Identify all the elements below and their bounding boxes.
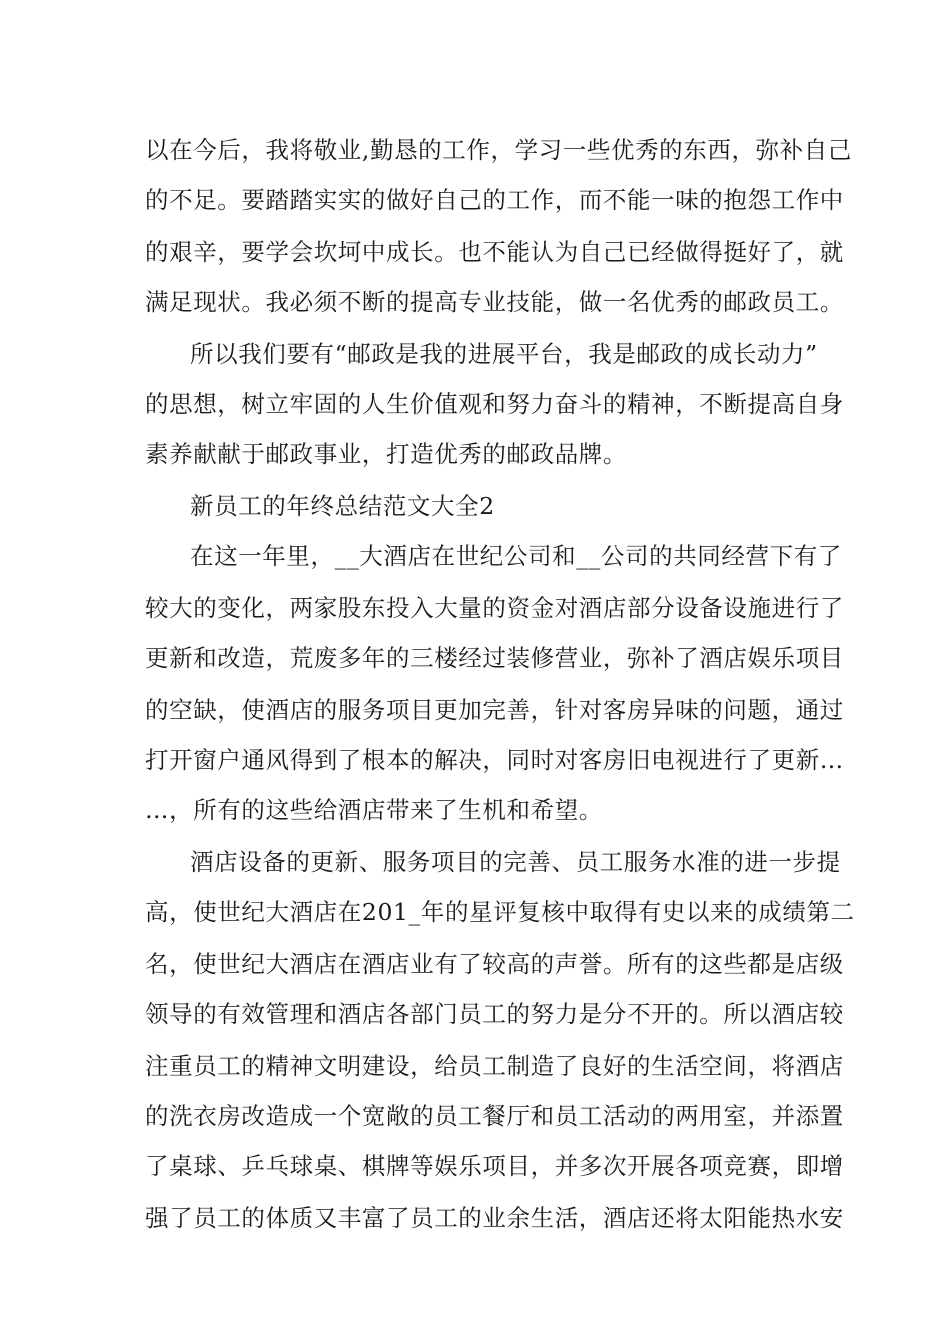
text-line: 以在今后，我将敬业,勤恳的工作，学习一些优秀的东西，弥补自己 [145, 136, 852, 164]
text-line: 较大的变化，两家股东投入大量的资金对酒店部分设备设施进行了 [145, 594, 844, 622]
text-line: 更新和改造，荒废多年的三楼经过装修营业，弥补了酒店娱乐项目 [145, 644, 844, 672]
text-line: 的空缺，使酒店的服务项目更加完善，针对客房异味的问题，通过 [145, 696, 844, 724]
paragraph-first-line: 在这一年里，__大酒店在世纪公司和__公司的共同经营下有了 [190, 542, 842, 570]
text-line: 强了员工的体质又丰富了员工的业余生活，酒店还将太阳能热水安 [145, 1204, 844, 1232]
text-line: 素养献献于邮政事业，打造优秀的邮政品牌。 [145, 440, 627, 468]
paragraph-first-line: 酒店设备的更新、服务项目的完善、员工服务水准的进一步提 [190, 848, 841, 876]
text-line: 的思想，树立牢固的人生价值观和努力奋斗的精神，不断提高自身 [145, 390, 844, 418]
paragraph-first-line: 所以我们要有“邮政是我的进展平台，我是邮政的成长动力” [190, 340, 818, 368]
text-line: 了桌球、乒乓球桌、棋牌等娱乐项目，并多次开展各项竞赛，即增 [145, 1152, 844, 1180]
text-line: 的不足。要踏踏实实的做好自己的工作，而不能一味的抱怨工作中 [145, 186, 844, 214]
text-line: 领导的有效管理和酒店各部门员工的努力是分不开的。所以酒店较 [145, 1000, 844, 1028]
text-line: 打开窗户通风得到了根本的解决，同时对客房旧电视进行了更新… [145, 746, 844, 774]
text-line: 高，使世纪大酒店在201_年的星评复核中取得有史以来的成绩第二 [145, 898, 855, 926]
text-line: 的艰辛，要学会坎坷中成长。也不能认为自己已经做得挺好了，就 [145, 238, 844, 266]
text-line: 名，使世纪大酒店在酒店业有了较高的声誉。所有的这些都是店级 [145, 950, 844, 978]
section-heading: 新员工的年终总结范文大全2 [190, 492, 495, 520]
text-line: 满足现状。我必须不断的提高专业技能，做一名优秀的邮政员工。 [145, 288, 844, 316]
text-line: 的洗衣房改造成一个宽敞的员工餐厅和员工活动的两用室，并添置 [145, 1102, 844, 1130]
text-line: …，所有的这些给酒店带来了生机和希望。 [145, 796, 603, 824]
text-line: 注重员工的精神文明建设，给员工制造了良好的生活空间，将酒店 [145, 1052, 844, 1080]
